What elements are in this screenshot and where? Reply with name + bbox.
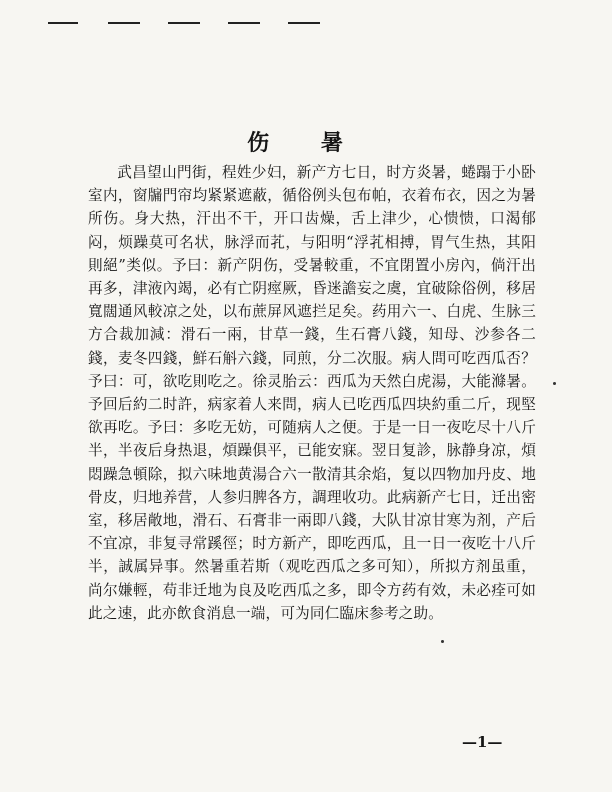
header-rule (168, 22, 200, 24)
scan-speck (441, 640, 444, 643)
page-number: —1— (462, 733, 503, 751)
header-rule (228, 22, 260, 24)
page-title: 伤 暑 (247, 130, 365, 156)
article-paragraph: 武昌望山門街，程姓少妇，新产方七日，时方炎暑，蜷蹋于小卧室内，窗牖門帘均紧紧遮蔽，循俗例头包布帕，衣着布衣，因之为暑所伤。身大热，汗出不干，开口齿燥，舌上津少，心愦愦，口渴郁闷，烦躁莫可名状，脉浮而芤，与阳明“浮芤相搏，胃气生热，其阳則絕”类似。予曰：新产阴伤，受暑較重，不宜閉置小房內，倘汗出再多，津液內竭，必有亡阴痙厥，昏迷譫妄之虞，宜破除俗例，移居寬闊通风較凉之处，以布蔗屏风遮拦足矣。药用六一、白虎、生脉三方合裁加減：滑石一兩，甘草一錢，生石膏八錢，知母、沙参各二錢，麦冬四錢，鮮石斛六錢，同煎，分二次服。病人問可吃西瓜否？予曰：可，欲吃則吃之。徐灵胎云：西瓜为天然白虎湯，大能滌暑。予回后約二时許，病家着人来問，病人已吃西瓜四块約重二斤，现堅欲再吃。予曰：多吃无妨，可随病人之便。于是一日一夜吃尽十八斤半，半夜后身热退，煩躁俱平，已能安寐。翌日复診，脉静身凉，煩悶躁急頓除，拟六味地黄湯合六一散清其余焰，复以四物加丹皮、地骨皮，归地养营，人参归脾各方，調理收功。此病新产七日，迁出密室，移居敞地，滑石、石膏非一兩即八錢，大队甘凉甘寒为剂，产后不宜凉，非复寻常蹊徑；时方新产，即吃西瓜，且一日一夜吃十八斤半，誠属异事。然暑重若斯（观吃西瓜之多可知），所拟方剂虽重，尚尔嫌輕，苟非迁地为良及吃西瓜之多，即令方药有效，未必痊可如此之速，此亦飲食消息一端，可为同仁臨床参考之助。 (88, 164, 536, 622)
header-rule (288, 22, 320, 24)
header-rule (108, 22, 140, 24)
header-rules (48, 22, 318, 26)
scan-speck (553, 382, 556, 385)
header-rule (48, 22, 78, 24)
article-body (88, 161, 536, 625)
